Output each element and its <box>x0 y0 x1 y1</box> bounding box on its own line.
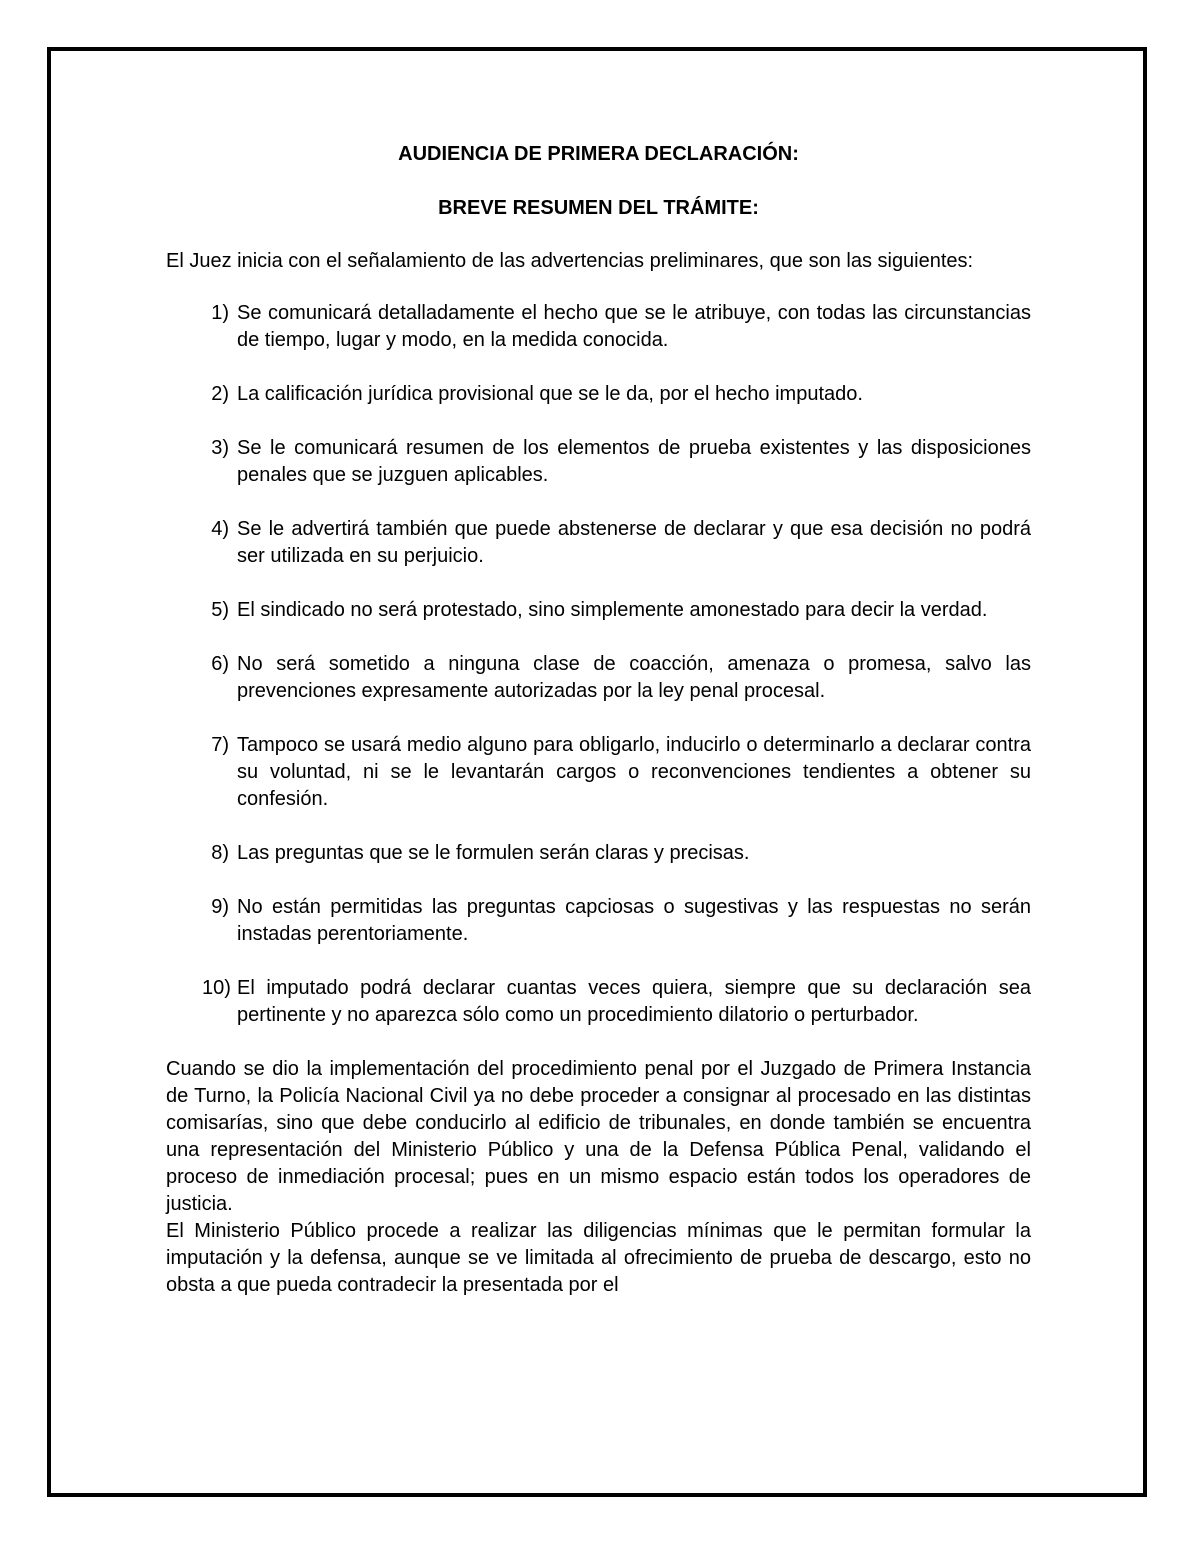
item-text: La calificación jurídica provisional que se le da, por el hecho imputado. <box>237 383 863 405</box>
warnings-list <box>166 300 1031 1029</box>
list-item <box>166 381 1031 408</box>
item-number: 3) <box>211 437 229 459</box>
item-text: Las preguntas que se le formulen serán claras y precisas. <box>237 842 750 864</box>
item-number: 8) <box>211 842 229 864</box>
item-number: 9) <box>211 896 229 918</box>
list-item <box>166 732 1031 813</box>
item-text: Se comunicará detalladamente el hecho que se le atribuye, con todas las circunstancias de tiempo, lugar y modo, en la medida conocida. <box>237 302 1031 351</box>
item-number: 10) <box>202 977 231 999</box>
body-paragraph: El Ministerio Público procede a realizar las diligencias mínimas que le permitan formular la imputación y la defensa, aunque se ve limitada al ofrecimiento de prueba de descargo, esto no obsta a que pueda contradecir la presentada por el <box>166 1220 1031 1296</box>
intro-paragraph: El Juez inicia con el señalamiento de las advertencias preliminares, que son las siguientes: <box>166 250 974 272</box>
document-body <box>166 141 1031 1299</box>
body-paragraph: Cuando se dio la implementación del procedimiento penal por el Juzgado de Primera Instancia de Turno, la Policía Nacional Civil ya no debe proceder a consignar al procesado en las distintas comisarías, sino que debe conducirlo al edificio de tribunales, en donde también se encuentra una representación del Ministerio Público y una de la Defensa Pública Penal, validando el proceso de inmediación procesal; pues en un mismo espacio están todos los operadores de justicia. <box>166 1058 1031 1215</box>
list-item <box>166 651 1031 705</box>
item-text: El sindicado no será protestado, sino simplemente amonestado para decir la verdad. <box>237 599 988 621</box>
document-subtitle: BREVE RESUMEN DEL TRÁMITE: <box>438 197 759 219</box>
item-number: 2) <box>211 383 229 405</box>
list-item <box>166 435 1031 489</box>
list-item <box>166 975 1031 1029</box>
item-text: No será sometido a ninguna clase de coacción, amenaza o promesa, salvo las prevenciones expresamente autorizadas por la ley penal procesal. <box>237 653 1031 702</box>
list-item <box>166 300 1031 354</box>
item-text: Tampoco se usará medio alguno para obligarlo, inducirlo o determinarlo a declarar contra su voluntad, ni se le levantarán cargos o reconvenciones tendientes a obtener su confesión. <box>237 734 1031 810</box>
item-text: Se le advertirá también que puede abstenerse de declarar y que esa decisión no podrá ser utilizada en su perjuicio. <box>237 518 1031 567</box>
item-text: El imputado podrá declarar cuantas veces quiera, siempre que su declaración sea pertinente y no aparezca sólo como un procedimiento dilatorio o perturbador. <box>237 977 1031 1026</box>
item-number: 5) <box>211 599 229 621</box>
list-item <box>166 894 1031 948</box>
item-number: 1) <box>211 302 229 324</box>
list-item <box>166 516 1031 570</box>
item-number: 7) <box>211 734 229 756</box>
document-title: AUDIENCIA DE PRIMERA DECLARACIÓN: <box>398 143 799 165</box>
list-item <box>166 597 1031 624</box>
list-item <box>166 840 1031 867</box>
item-number: 6) <box>211 653 229 675</box>
item-number: 4) <box>211 518 229 540</box>
item-text: Se le comunicará resumen de los elementos de prueba existentes y las disposiciones penales que se juzguen aplicables. <box>237 437 1031 486</box>
item-text: No están permitidas las preguntas capciosas o sugestivas y las respuestas no serán instadas perentoriamente. <box>237 896 1031 945</box>
